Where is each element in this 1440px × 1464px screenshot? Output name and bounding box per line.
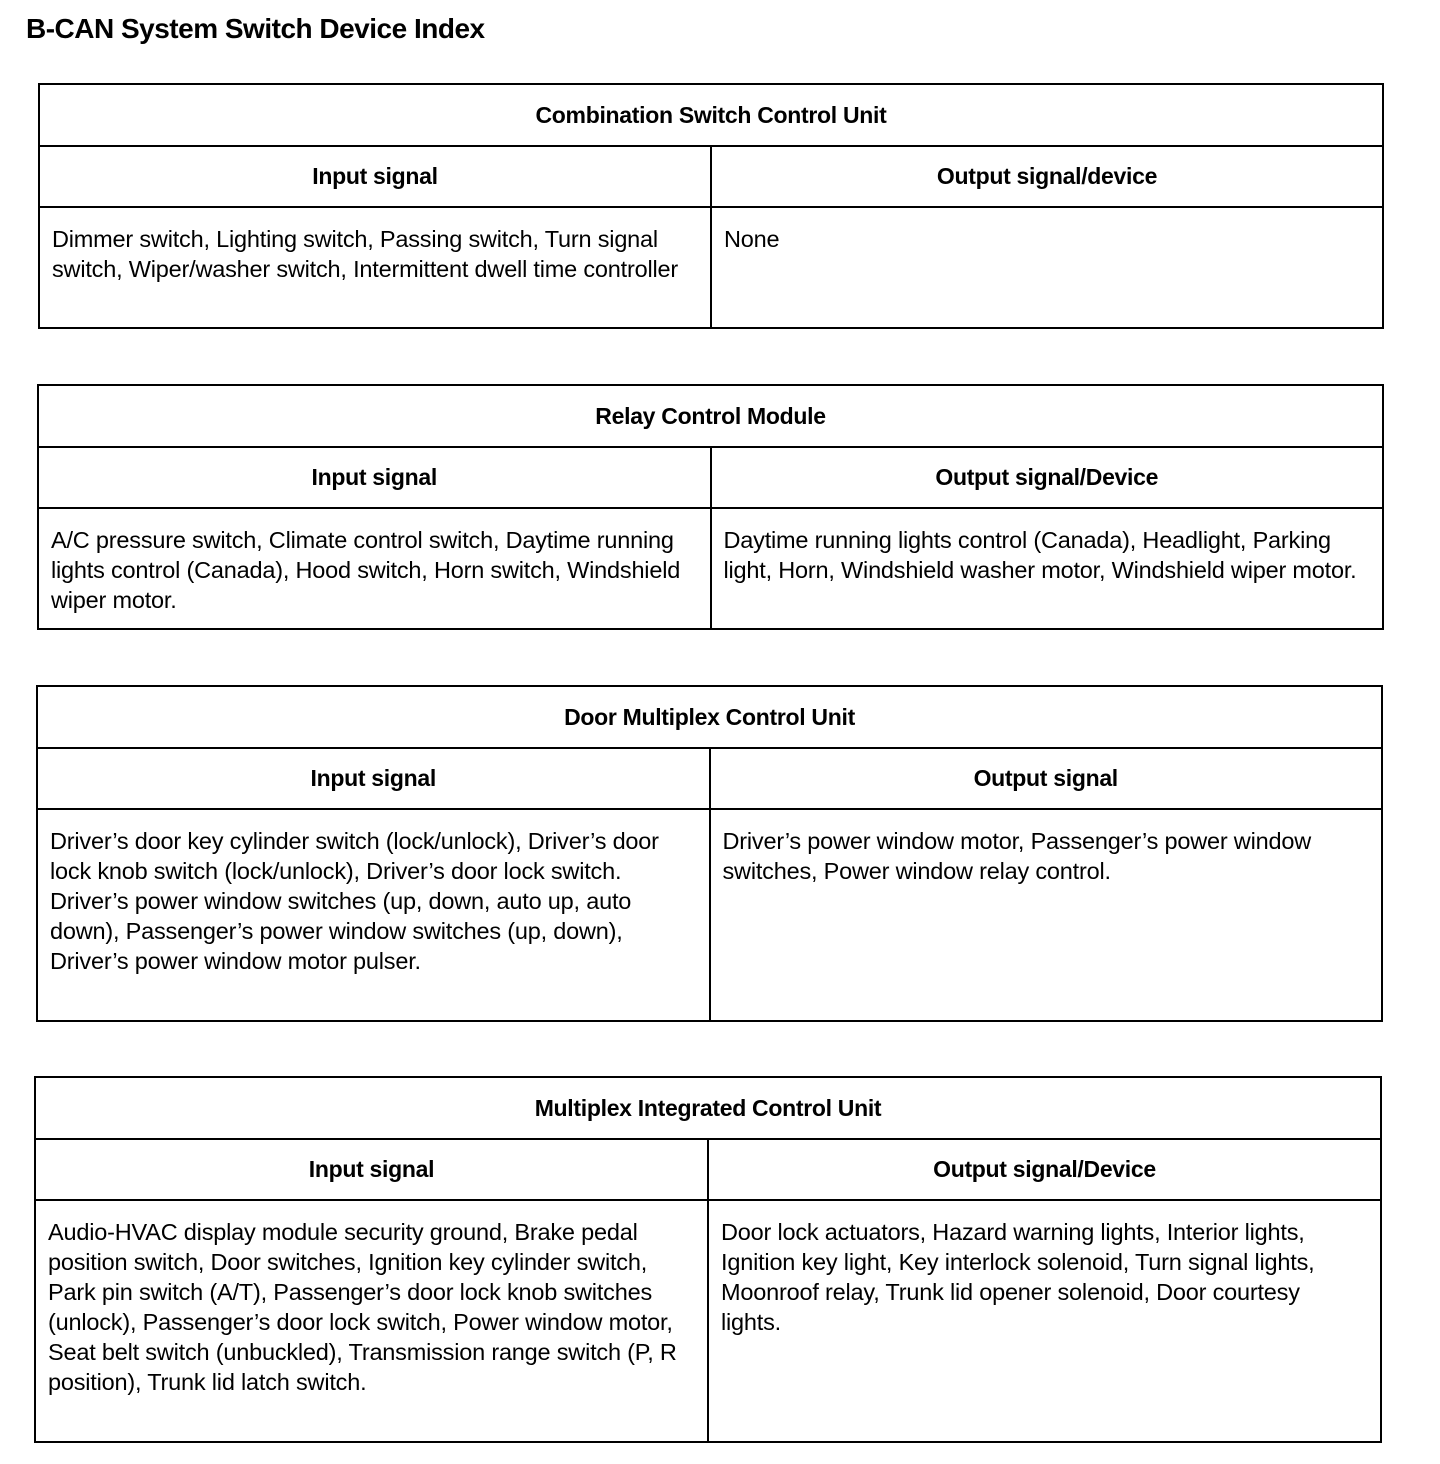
combination-switch-control-unit-table	[38, 83, 1384, 329]
table-row	[36, 1201, 1380, 1441]
unit-title: Combination Switch Control Unit	[40, 85, 1382, 147]
unit-title: Door Multiplex Control Unit	[38, 687, 1381, 749]
relay-control-module-table	[37, 384, 1384, 630]
input-signal-header: Input signal	[39, 448, 712, 507]
output-signal-header: Output signal/device	[936, 163, 1158, 189]
input-signal-header: Input signal	[40, 147, 712, 206]
input-signal-header: Input signal	[36, 1140, 709, 1199]
table-row	[39, 509, 1382, 628]
header-row	[36, 1140, 1380, 1201]
output-signal-header: Output signal	[973, 765, 1118, 791]
output-signal-header: Output signal/Device	[935, 464, 1159, 490]
input-signal-cell: Dimmer switch, Lighting switch, Passing switch, Turn signal switch, Wiper/washer switch, Intermittent dwell time controller	[40, 208, 712, 327]
input-signal-cell: Driver’s door key cylinder switch (lock/unlock), Driver’s door lock knob switch (lock/unlock), Driver’s door lock switch. Driver’s power window switches (up, down, auto up, auto down), Passenger’s power window switches (up, down), Driver’s power window motor pulser.	[38, 810, 711, 1020]
header-row	[38, 749, 1381, 810]
output-signal-cell: Door lock actuators, Hazard warning lights, Interior lights, Ignition key light, Key interlock solenoid, Turn signal lights, Moonroof relay, Trunk lid opener solenoid, Door courtesy lights.	[721, 1219, 1315, 1335]
output-signal-cell: Daytime running lights control (Canada), Headlight, Parking light, Horn, Windshield washer motor, Windshield wiper motor.	[723, 527, 1357, 583]
header-row	[39, 448, 1382, 509]
input-signal-cell: A/C pressure switch, Climate control switch, Daytime running lights control (Canada), Hood switch, Horn switch, Windshield wiper motor.	[39, 509, 712, 628]
unit-title: Multiplex Integrated Control Unit	[36, 1078, 1380, 1140]
multiplex-integrated-control-unit-table	[34, 1076, 1382, 1443]
output-signal-cell: None	[724, 226, 780, 252]
table-row	[40, 208, 1382, 327]
page-title: B-CAN System Switch Device Index	[26, 13, 485, 44]
unit-title: Relay Control Module	[39, 386, 1382, 448]
table-row	[38, 810, 1381, 1020]
door-multiplex-control-unit-table	[36, 685, 1383, 1022]
input-signal-header: Input signal	[38, 749, 711, 808]
output-signal-header: Output signal/Device	[933, 1156, 1156, 1182]
input-signal-cell: Audio-HVAC display module security ground, Brake pedal position switch, Door switches, Ignition key cylinder switch, Park pin switch (A/T), Passenger’s door lock knob switches (unlock), Passenger’s door lock switch, Power window motor, Seat belt switch (unbuckled), Transmission range switch (P, R position), Trunk lid latch switch.	[36, 1201, 709, 1441]
output-signal-cell: Driver’s power window motor, Passenger’s power window switches, Power window relay control.	[722, 828, 1311, 884]
header-row	[40, 147, 1382, 208]
